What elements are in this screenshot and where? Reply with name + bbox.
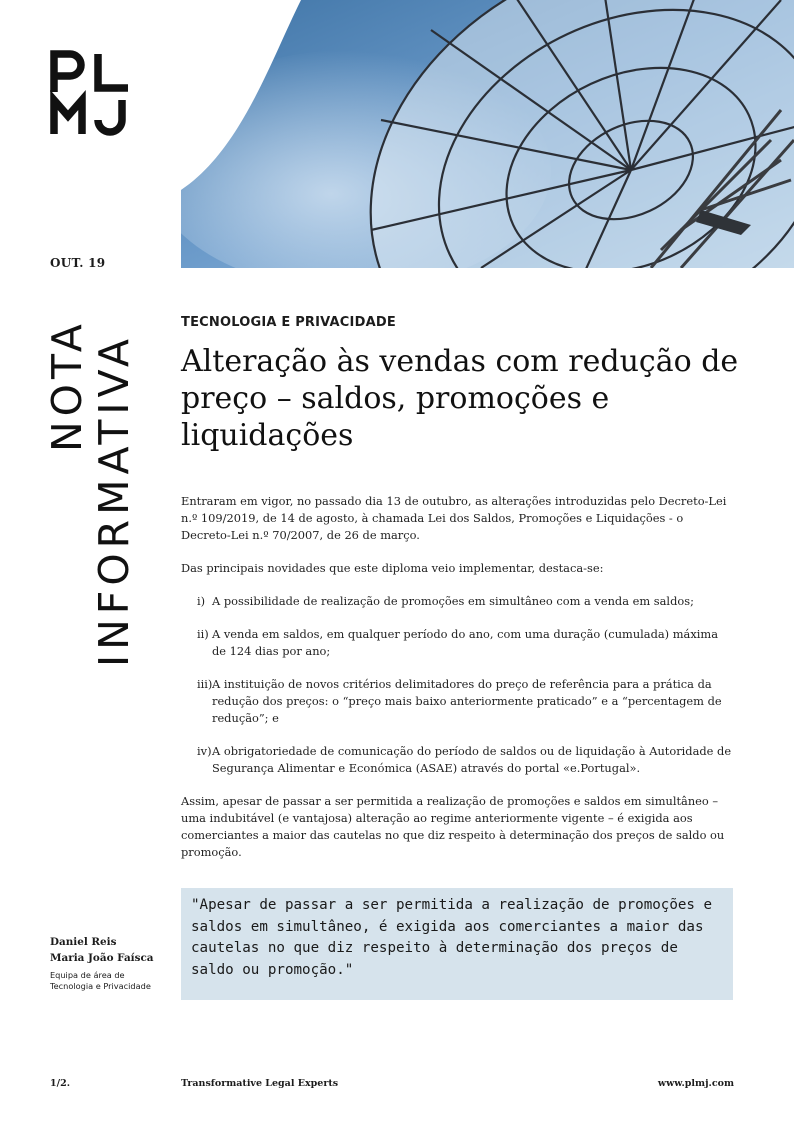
article-title: Alteração às vendas com redução de preço – saldos, promoções e liquidações — [181, 344, 739, 453]
authors — [50, 934, 170, 966]
page-number: 1/2. — [50, 1078, 70, 1089]
article-body — [181, 493, 734, 877]
footer-tagline: Transformative Legal Experts — [181, 1078, 339, 1089]
list-item-number: ii) — [197, 627, 209, 641]
vertical-title-line2: INFORMATIVA — [90, 334, 138, 667]
list-lead: Das principais novidades que este diploma veio implementar, destaca-se: — [181, 561, 604, 575]
radio-telescope-image — [181, 0, 794, 268]
list-item — [181, 676, 734, 727]
team-label: Equipa de área de Tecnologia e Privacidade — [50, 970, 151, 991]
novelties-list — [181, 593, 734, 777]
list-item-number: iv) — [197, 744, 212, 758]
list-item-text: A venda em saldos, em qualquer período do ano, com uma duração (cumulada) máxima de 124 dias por ano; — [212, 627, 718, 658]
conclusion-paragraph: Assim, apesar de passar a ser permitida a realização de promoções e saldos em simultâneo – uma indubitável (e vantajosa) alteração ao regime anteriormente vigente – é exigida aos comerciantes a maior das cautelas no que diz respeito à determinação dos preços de saldo ou promoção. — [181, 794, 725, 859]
vertical-title — [40, 300, 140, 680]
pull-quote: "Apesar de passar a ser permitida a realização de promoções e saldos em simultâneo, é exigida aos comerciantes a maior das cautelas no que diz respeito à determinação dos preços de saldo ou promoção." — [181, 888, 733, 1000]
list-item — [181, 743, 734, 777]
author-name: Maria João Faísca — [50, 952, 154, 964]
list-item-text: A possibilidade de realização de promoções em simultâneo com a venda em saldos; — [212, 594, 694, 608]
vertical-title-line1: NOTA — [43, 319, 91, 452]
list-item-number: i) — [197, 594, 206, 608]
list-item-text: A obrigatoriedade de comunicação do período de saldos ou de liquidação à Autoridade de Segurança Alimentar e Económica (ASAE) através do portal «e.Portugal». — [212, 744, 732, 775]
plmj-logo — [50, 50, 132, 136]
category-label: TECNOLOGIA E PRIVACIDADE — [181, 315, 396, 330]
footer-url[interactable]: www.plmj.com — [657, 1078, 734, 1089]
issue-date: OUT. 19 — [50, 256, 106, 270]
intro-paragraph: Entraram em vigor, no passado dia 13 de outubro, as alterações introduzidas pelo Decreto-Lei n.º 109/2019, de 14 de agosto, à chamada Lei dos Saldos, Promoções e Liquidações - o Decreto-Lei n.º 70/2007, de 26 de março. — [181, 494, 727, 542]
list-item-number: iii) — [197, 677, 213, 691]
list-item — [181, 593, 734, 610]
list-item-text: A instituição de novos critérios delimitadores do preço de referência para a prática da redução dos preços: o “preço mais baixo anteriormente praticado” e a “percentagem de redução”; e — [212, 677, 722, 725]
author-name: Daniel Reis — [50, 936, 117, 948]
list-item — [181, 626, 734, 660]
